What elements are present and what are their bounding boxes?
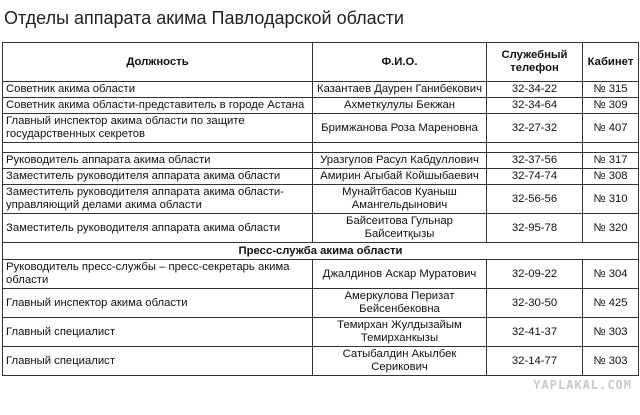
- cell-room: № 303: [583, 318, 639, 347]
- cell-name: Ахметкулулы Бекжан: [313, 98, 487, 114]
- spacer-row: [3, 143, 639, 153]
- cell-phone: 32-09-22: [487, 260, 583, 289]
- table-header-row: [3, 43, 639, 82]
- cell-position: Заместитель руководителя аппарата акима области-управляющий делами акима области: [3, 185, 313, 214]
- cell-name: Темирхан Жулдызайым Темирханкызы: [313, 318, 487, 347]
- cell-name: Сатыбалдин Акылбек Серикович: [313, 347, 487, 376]
- cell-name: Байсеитова Гульнар Байсеитқызы: [313, 214, 487, 243]
- column-header-phone: [487, 43, 583, 82]
- column-header-position: Должность: [3, 43, 313, 82]
- cell-phone: 32-74-74: [487, 169, 583, 185]
- cell-position: Руководитель аппарата акима области: [3, 153, 313, 169]
- table-row: [3, 82, 639, 98]
- cell-room: № 308: [583, 169, 639, 185]
- cell-phone: 32-56-56: [487, 185, 583, 214]
- site-watermark: YAPLAKAL.COM: [533, 378, 632, 392]
- phone-header-line2: телефон: [510, 62, 559, 74]
- table-row: [3, 289, 639, 318]
- phone-header-line1: Служебный: [501, 49, 568, 61]
- cell-room: № 309: [583, 98, 639, 114]
- table-row: [3, 114, 639, 143]
- cell-position: Главный специалист: [3, 318, 313, 347]
- cell-room: № 407: [583, 114, 639, 143]
- cell-position: Заместитель руководителя аппарата акима области: [3, 169, 313, 185]
- cell-name: Мунайтбасов Куаныш Амангельдынович: [313, 185, 487, 214]
- cell-phone: 32-41-37: [487, 318, 583, 347]
- column-header-name: Ф.И.О.: [313, 43, 487, 82]
- cell-name: Амирин Агыбай Койшыбаевич: [313, 169, 487, 185]
- cell-phone: 32-34-64: [487, 98, 583, 114]
- staff-directory-table: [2, 42, 639, 376]
- table-row: [3, 260, 639, 289]
- cell-position: Главный инспектор акима области по защите государственных секретов: [3, 114, 313, 143]
- table-row: [3, 153, 639, 169]
- table-row: [3, 318, 639, 347]
- cell-phone: 32-30-50: [487, 289, 583, 318]
- table-row: [3, 347, 639, 376]
- column-header-room: Кабинет: [583, 43, 639, 82]
- table-row: [3, 98, 639, 114]
- cell-room: № 315: [583, 82, 639, 98]
- cell-position: Главный специалист: [3, 347, 313, 376]
- cell-position: Советник акима области: [3, 82, 313, 98]
- cell-name: Уразгулов Расул Кабдуллович: [313, 153, 487, 169]
- cell-phone: 32-37-56: [487, 153, 583, 169]
- cell-phone: 32-95-78: [487, 214, 583, 243]
- cell-room: № 425: [583, 289, 639, 318]
- page-title: Отделы аппарата акима Павлодарской области: [4, 8, 404, 28]
- cell-phone: 32-27-32: [487, 114, 583, 143]
- cell-phone: 32-34-22: [487, 82, 583, 98]
- cell-phone: 32-14-77: [487, 347, 583, 376]
- cell-room: № 303: [583, 347, 639, 376]
- cell-name: Бримжанова Роза Мареновна: [313, 114, 487, 143]
- cell-name: Казантаев Даурен Ганибекович: [313, 82, 487, 98]
- table-row: [3, 185, 639, 214]
- section-press-service: Пресс-служба акима области: [3, 243, 639, 260]
- cell-room: № 320: [583, 214, 639, 243]
- cell-name: Джалдинов Аскар Муратович: [313, 260, 487, 289]
- cell-position: Советник акима области-представитель в городе Астана: [3, 98, 313, 114]
- cell-position: Руководитель пресс-службы – пресс-секретарь акима области: [3, 260, 313, 289]
- cell-position: Главный инспектор акима области: [3, 289, 313, 318]
- section-header-row: [3, 243, 639, 260]
- cell-room: № 317: [583, 153, 639, 169]
- cell-room: № 310: [583, 185, 639, 214]
- cell-name: Амеркулова Перизат Бейсенбековна: [313, 289, 487, 318]
- table-row: [3, 169, 639, 185]
- table-row: [3, 214, 639, 243]
- cell-position: Заместитель руководителя аппарата акима области: [3, 214, 313, 243]
- cell-room: № 304: [583, 260, 639, 289]
